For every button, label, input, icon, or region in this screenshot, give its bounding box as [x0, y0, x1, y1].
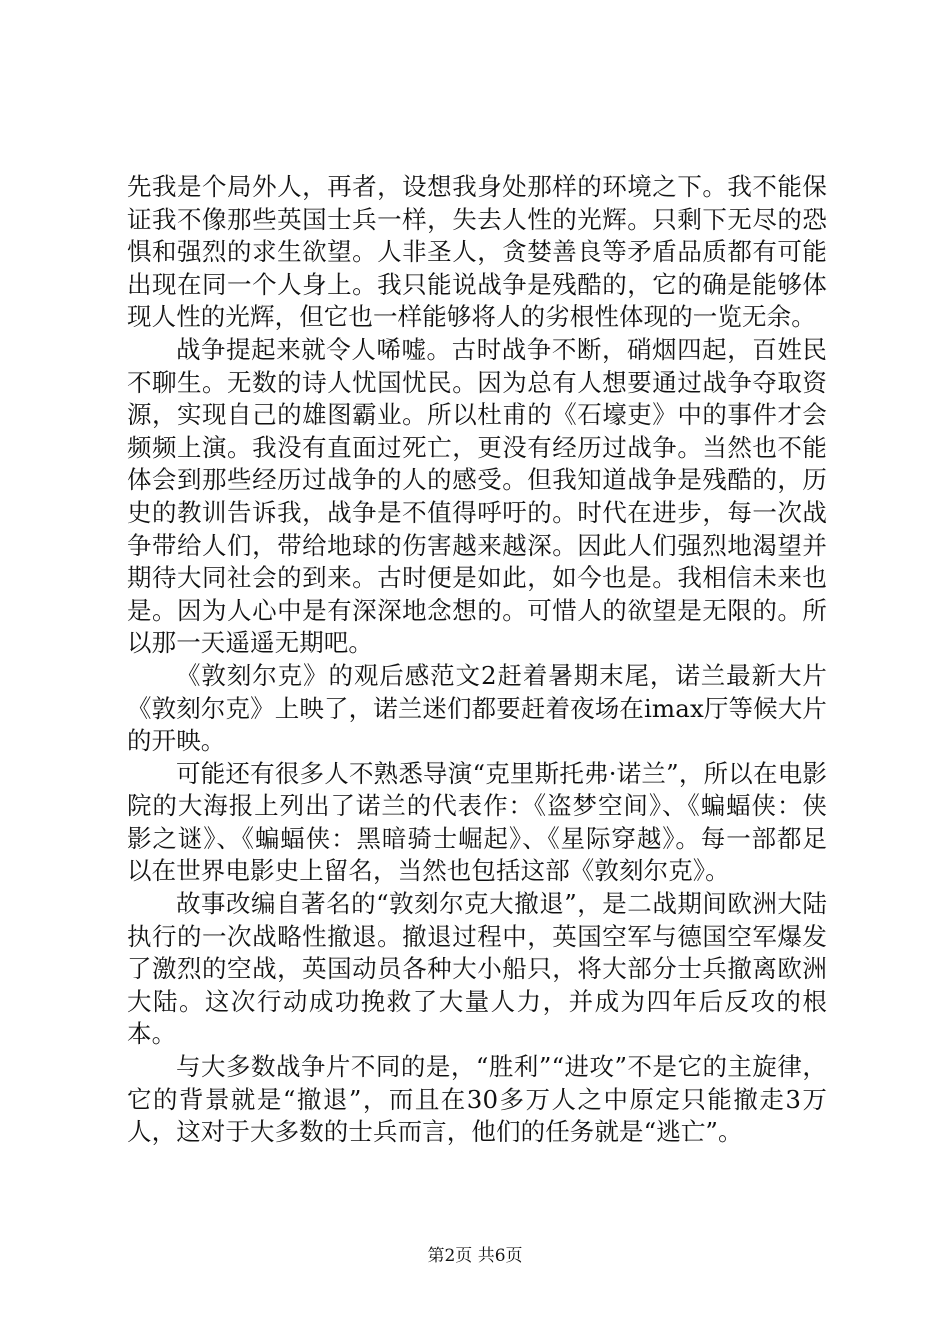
paragraph: 故事改编自著名的“敦刻尔克大撤退”，是二战期间欧洲大陆执行的一次战略性撤退。撤退过程中，英国空军与德国空军爆发了激烈的空战，英国动员各种大小船只，将大部分士兵撤离欧洲大陆。这次行动成功挽救了大量人力，并成为四年后反攻的根本。: [127, 889, 827, 1049]
paragraph: 先我是个局外人，再者，设想我身处那样的环境之下。我不能保证我不像那些英国士兵一样，失去人性的光辉。只剩下无尽的恐惧和强烈的求生欲望。人非圣人，贪婪善良等矛盾品质都有可能出现在同一个人身上。我只能说战争是残酷的，它的确是能够体现人性的光辉，但它也一样能够将人的劣根性体现的一览无余。: [127, 172, 827, 332]
paragraph: 与大多数战争片不同的是，“胜利”“进攻”不是它的主旋律，它的背景就是“撤退”，而且在30多万人之中原定只能撤走3万人，这对于大多数的士兵而言，他们的任务就是“逃亡”。: [127, 1052, 827, 1147]
document-body: [127, 171, 827, 1149]
paragraph: 可能还有很多人不熟悉导演“克里斯托弗·诺兰”，所以在电影院的大海报上列出了诺兰的代表作：《盗梦空间》、《蝙蝠侠：侠影之谜》、《蝙蝠侠：黑暗骑士崛起》、《星际穿越》。每一部都足以在世界电影史上留名，当然也包括这部《敦刻尔克》。: [127, 758, 827, 886]
page-number-footer: 第2页 共6页: [427, 1246, 523, 1266]
paragraph: 《敦刻尔克》的观后感范文2赶着暑期末尾，诺兰最新大片《敦刻尔克》上映了，诺兰迷们都要赶着夜场在imax厅等候大片的开映。: [127, 660, 827, 756]
paragraph: 战争提起来就令人唏嘘。古时战争不断，硝烟四起，百姓民不聊生。无数的诗人忧国忧民。因为总有人想要通过战争夺取资源，实现自己的雄图霸业。所以杜甫的《石壕吏》中的事件才会频频上演。我没有直面过死亡，更没有经历过战争。当然也不能体会到那些经历过战争的人的感受。但我知道战争是残酷的，历史的教训告诉我，战争是不值得呼吁的。时代在进步，每一次战争带给人们，带给地球的伤害越来越深。因此人们强烈地渴望并期待大同社会的到来。古时便是如此，如今也是。我相信未来也是。因为人心中是有深深地念想的。可惜人的欲望是无限的。所以那一天遥遥无期吧。: [127, 334, 827, 658]
